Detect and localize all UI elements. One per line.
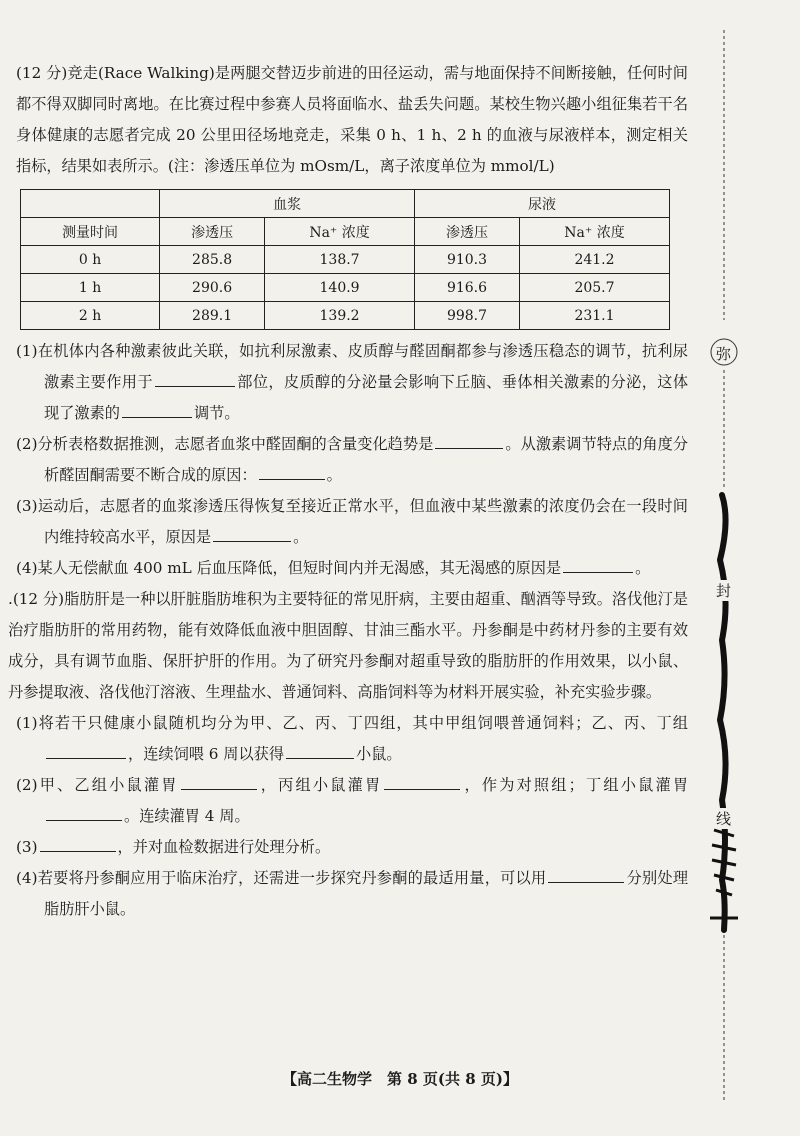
table-row xyxy=(21,274,670,302)
answer-blank[interactable] xyxy=(181,788,257,790)
cell-plasma-osm: 289.1 xyxy=(160,302,265,330)
cell-urine-osm: 910.3 xyxy=(415,246,520,274)
header-plasma: 血浆 xyxy=(160,190,415,218)
answer-blank[interactable] xyxy=(563,571,633,573)
q1-sub2: (2)分析表格数据推测，志愿者血浆中醛固酮的含量变化趋势是 。从激素调节特点的角度分析醛固酮需要不断合成的原因： 。 xyxy=(16,435,689,484)
q2-sub2: (2)甲、乙组小鼠灌胃 ，丙组小鼠灌胃 ，作为对照组；丁组小鼠灌胃。连续灌胃 4 周。 xyxy=(16,776,689,825)
cell-urine-osm: 916.6 xyxy=(415,274,520,302)
table-row xyxy=(21,246,670,274)
answer-blank[interactable] xyxy=(155,385,235,387)
header-plasma-osm: 渗透压 xyxy=(160,218,265,246)
header-urine: 尿液 xyxy=(415,190,670,218)
header-time: 测量时间 xyxy=(21,218,160,246)
q1-sub1: (1)在机体内各种激素彼此关联，如抗利尿激素、皮质醇与醛固酮都参与渗透压稳态的调节，抗利尿激素主要作用于 部位，皮质醇的分泌量会影响下丘脑、垂体相关激素的分泌，这体现了激素的 调节。 xyxy=(16,342,689,422)
table-corner-cell xyxy=(21,190,160,218)
binding-line xyxy=(700,0,760,1132)
answer-blank[interactable] xyxy=(46,757,126,759)
question-content xyxy=(8,58,689,925)
cell-time: 1 h xyxy=(21,274,160,302)
cell-urine-na: 205.7 xyxy=(519,274,669,302)
header-urine-osm: 渗透压 xyxy=(415,218,520,246)
cell-plasma-na: 140.9 xyxy=(265,274,415,302)
answer-blank[interactable] xyxy=(122,416,192,418)
answer-blank[interactable] xyxy=(384,788,460,790)
q1-sub3: (3)运动后，志愿者的血浆渗透压得恢复至接近正常水平，但血液中某些激素的浓度仍会在一段时间内维持较高水平，原因是 。 xyxy=(16,497,688,546)
binding-char-mi: 弥 xyxy=(716,345,732,363)
table-row xyxy=(21,302,670,330)
cell-urine-na: 241.2 xyxy=(519,246,669,274)
cell-time: 0 h xyxy=(21,246,160,274)
q1-sub4: (4)某人无偿献血 400 mL 后血压降低，但短时间内并无渴感，其无渴感的原因是 。 xyxy=(16,559,651,577)
answer-blank[interactable] xyxy=(548,881,624,883)
cell-plasma-na: 138.7 xyxy=(265,246,415,274)
cell-plasma-osm: 290.6 xyxy=(160,274,265,302)
cell-time: 2 h xyxy=(21,302,160,330)
answer-blank[interactable] xyxy=(435,447,503,449)
binding-char-xian: 线 xyxy=(716,810,732,828)
answer-blank[interactable] xyxy=(286,757,354,759)
answer-blank[interactable] xyxy=(213,540,291,542)
cell-urine-na: 231.1 xyxy=(519,302,669,330)
cell-plasma-na: 139.2 xyxy=(265,302,415,330)
cell-urine-osm: 998.7 xyxy=(415,302,520,330)
answer-blank[interactable] xyxy=(40,850,116,852)
header-plasma-na: Na⁺ 浓度 xyxy=(265,218,415,246)
answer-blank[interactable] xyxy=(259,478,325,480)
table-header-row-2 xyxy=(21,218,670,246)
table-header-row-1 xyxy=(21,190,670,218)
q2-sub1: (1)将若干只健康小鼠随机均分为甲、乙、丙、丁四组，其中甲组饲喂普通饲料；乙、丙、丁组，连续饲喂 6 周以获得 小鼠。 xyxy=(16,714,688,763)
q2-intro: .(12 分)脂肪肝是一种以肝脏脂肪堆积为主要特征的常见肝病，主要由超重、酗酒等导致。洛伐他汀是治疗脂肪肝的常用药物，能有效降低血液中胆固醇、甘油三酯水平。丹参酮是中药材丹参的主要有效成分，具有调节血脂、保肝护肝的作用。为了研究丹参酮对超重导致的脂肪肝的作用效果，以小鼠、丹参提取液、洛伐他汀溶液、生理盐水、普通饲料、高脂饲料等为材料开展实验，补充实验步骤。 xyxy=(8,590,688,701)
measurement-table xyxy=(20,189,670,330)
binding-margin xyxy=(700,0,760,1132)
cell-plasma-osm: 285.8 xyxy=(160,246,265,274)
header-urine-na: Na⁺ 浓度 xyxy=(519,218,669,246)
page-footer: 【高二生物学 第 8 页(共 8 页)】 xyxy=(282,1070,518,1088)
answer-blank[interactable] xyxy=(46,819,122,821)
binding-char-feng: 封 xyxy=(716,582,732,600)
q1-intro: (12 分)竞走(Race Walking)是两腿交替迈步前进的田径运动，需与地面保持不间断接触，任何时间都不得双脚同时离地。在比赛过程中参赛人员将面临水、盐丢失问题。某校生物兴趣小组征集若干名身体健康的志愿者完成 20 公里田径场地竞走，采集 0 h、1 h、2 h 的血液与尿液样本，测定相关指标，结果如表所示。(注：渗透压单位为 mOsm/L，离子浓度单位为 mmol/L) xyxy=(16,64,688,175)
q2-sub4: (4)若要将丹参酮应用于临床治疗，还需进一步探究丹参酮的最适用量，可以用 分别处理脂肪肝小鼠。 xyxy=(16,869,689,918)
q2-sub3: (3) ，并对血检数据进行处理分析。 xyxy=(16,838,331,856)
